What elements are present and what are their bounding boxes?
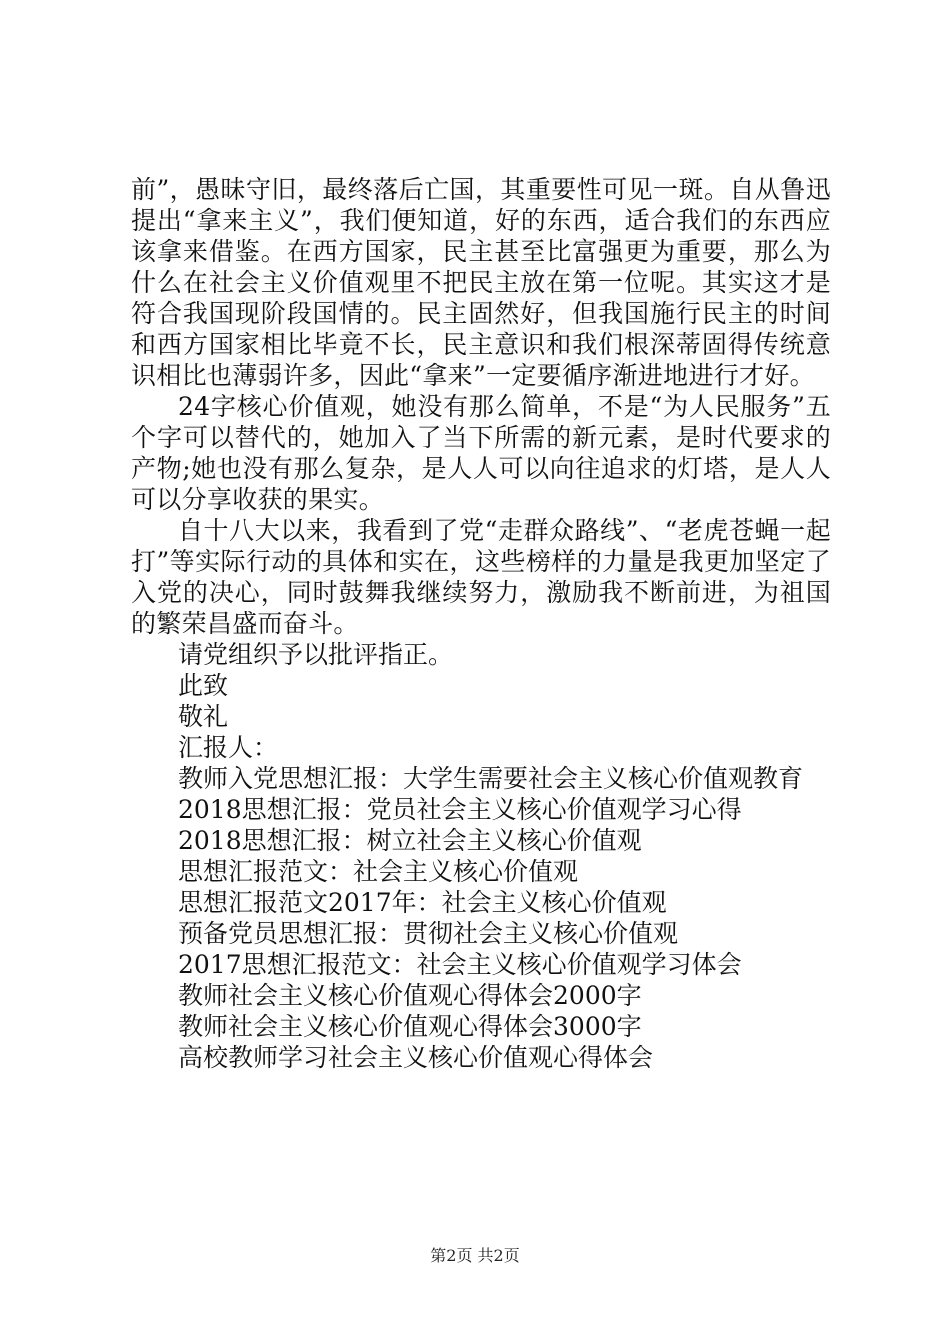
document-body	[131, 174, 831, 1073]
related-title: 教师社会主义核心价值观心得体会2000字	[178, 981, 642, 1010]
related-title: 教师入党思想汇报：大学生需要社会主义核心价值观教育	[178, 764, 804, 793]
reporter-label: 汇报人：	[178, 733, 279, 762]
related-title: 高校教师学习社会主义核心价值观心得体会	[178, 1043, 654, 1072]
closing-request: 请党组织予以批评指正。	[178, 640, 454, 669]
related-title: 思想汇报范文：社会主义核心价值观	[178, 857, 579, 886]
closing-regards: 敬礼	[178, 702, 229, 731]
related-title: 思想汇报范文2017年：社会主义核心价值观	[178, 888, 667, 917]
related-title: 2018思想汇报：党员社会主义核心价值观学习心得	[178, 795, 742, 824]
page-number-footer: 第2页 共2页	[430, 1246, 520, 1265]
related-title: 2017思想汇报范文：社会主义核心价值观学习体会	[178, 950, 742, 979]
paragraph-core-values: 24字核心价值观，她没有那么简单，不是“为人民服务”五个字可以替代的，她加入了当下所需的新元素，是时代要求的产物;她也没有那么复杂，是人人可以向往追求的灯塔，是人人可以分享收获的果实。	[131, 392, 831, 514]
closing-salutation: 此致	[178, 671, 229, 700]
paragraph-continuation: 前”，愚昧守旧，最终落后亡国，其重要性可见一斑。自从鲁迅提出“拿来主义”，我们便知道，好的东西，适合我们的东西应该拿来借鉴。在西方国家，民主甚至比富强更为重要，那么为什么在社会主义价值观里不把民主放在第一位呢。其实这才是符合我国现阶段国情的。民主固然好，但我国施行民主的时间和西方国家相比毕竟不长，民主意识和我们根深蒂固得传统意识相比也薄弱许多，因此“拿来”一定要循序渐进地进行才好。	[131, 175, 831, 390]
related-title: 教师社会主义核心价值观心得体会3000字	[178, 1012, 642, 1041]
related-title: 预备党员思想汇报：贯彻社会主义核心价值观	[178, 919, 679, 948]
paragraph-party-line: 自十八大以来，我看到了党“走群众路线”、“老虎苍蝇一起打”等实际行动的具体和实在，这些榜样的力量是我更加坚定了入党的决心，同时鼓舞我继续努力，激励我不断前进，为祖国的繁荣昌盛而奋斗。	[131, 516, 831, 638]
related-title: 2018思想汇报：树立社会主义核心价值观	[178, 826, 642, 855]
